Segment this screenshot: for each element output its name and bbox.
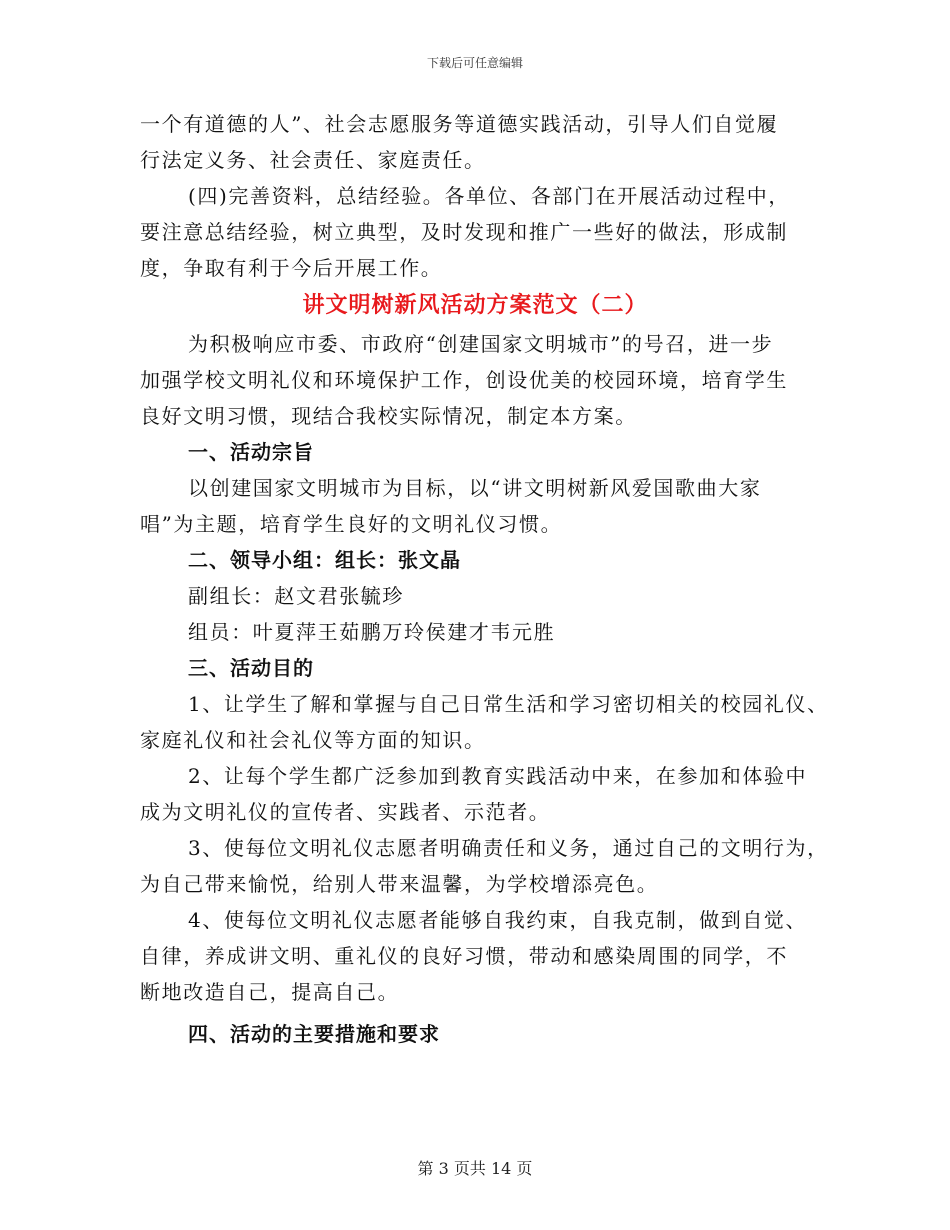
page-footer: 第 3 页共 14 页 bbox=[417, 1159, 533, 1178]
text-line: 以创建国家文明城市为目标，以“讲文明树新风爱国歌曲大家 bbox=[188, 476, 762, 500]
list-item-line: 为自己带来愉悦，给别人带来温馨，为学校增添亮色。 bbox=[140, 872, 659, 896]
text-line: 良好文明习惯，现结合我校实际情况，制定本方案。 bbox=[140, 404, 637, 428]
document-body bbox=[140, 106, 830, 1052]
section-title: 讲文明树新风活动方案范文（二） bbox=[302, 293, 648, 318]
heading-leadership: 二、领导小组：组长：张文晶 bbox=[188, 548, 461, 572]
page-header-note: 下载后可任意编辑 bbox=[426, 56, 523, 70]
text-line: 唱”为主题，培育学生良好的文明礼仪习惯。 bbox=[140, 512, 563, 536]
list-item-line: 家庭礼仪和社会礼仪等方面的知识。 bbox=[140, 728, 486, 752]
heading-goals: 三、活动目的 bbox=[188, 656, 314, 680]
text-line: 组员：叶夏萍王茹鹏万玲侯建才韦元胜 bbox=[188, 620, 556, 644]
text-line: 一个有道德的人”、社会志愿服务等道德实践活动，引导人们自觉履 bbox=[140, 112, 779, 136]
text-line: (四)完善资料，总结经验。各单位、各部门在开展活动过程中， bbox=[188, 184, 791, 208]
heading-purpose: 一、活动宗旨 bbox=[188, 440, 314, 464]
text-line: 行法定义务、社会责任、家庭责任。 bbox=[140, 148, 486, 172]
list-item-line: 断地改造自己，提高自己。 bbox=[140, 980, 400, 1004]
list-item-line: 4、使每位文明礼仪志愿者能够自我约束，自我克制，做到自觉、 bbox=[188, 908, 808, 932]
text-line: 副组长：赵文君张毓珍 bbox=[188, 584, 404, 608]
text-line: 为积极响应市委、市政府“创建国家文明城市”的号召，进一步 bbox=[188, 332, 774, 356]
list-item-line: 3、使每位文明礼仪志愿者明确责任和义务，通过自己的文明行为， bbox=[188, 836, 829, 860]
list-item-line: 成为文明礼仪的宣传者、实践者、示范者。 bbox=[140, 800, 551, 824]
text-line: 加强学校文明礼仪和环境保护工作，创设优美的校园环境，培育学生 bbox=[140, 368, 788, 392]
list-item-line: 1、让学生了解和掌握与自己日常生活和学习密切相关的校园礼仪、 bbox=[188, 692, 829, 716]
text-line: 要注意总结经验，树立典型，及时发现和推广一些好的做法，形成制 bbox=[140, 220, 788, 244]
list-item-line: 自律，养成讲文明、重礼仪的良好习惯，带动和感染周围的同学，不 bbox=[140, 944, 788, 968]
heading-measures: 四、活动的主要措施和要求 bbox=[188, 1022, 440, 1046]
text-line: 度，争取有利于今后开展工作。 bbox=[140, 256, 443, 280]
list-item-line: 2、让每个学生都广泛参加到教育实践活动中来，在参加和体验中 bbox=[188, 764, 808, 788]
